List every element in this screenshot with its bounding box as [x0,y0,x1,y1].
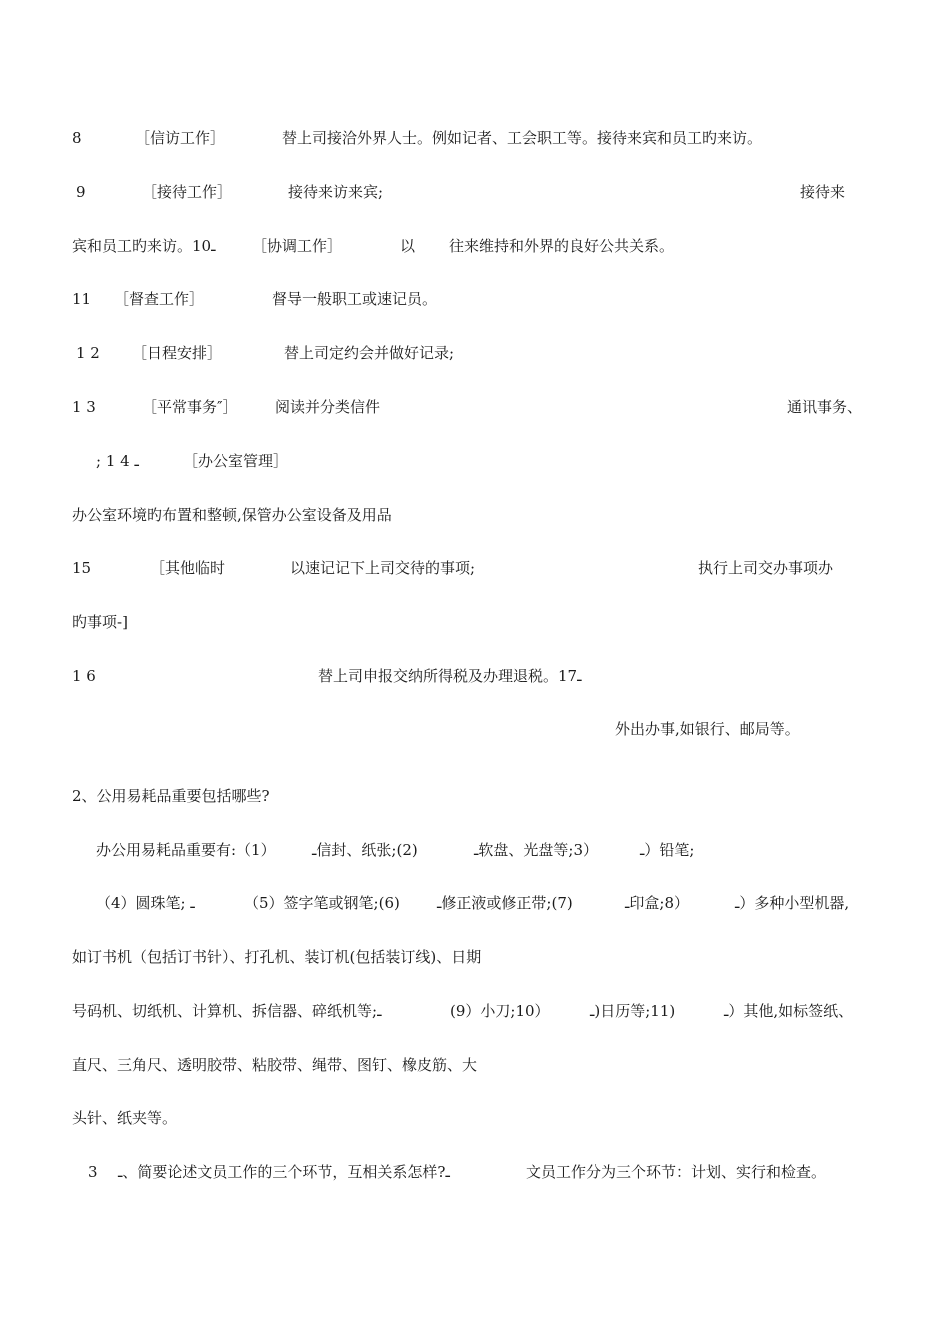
item-number: 8 [72,129,82,147]
item-category: ［平常事务″］ [142,398,238,416]
item-number: 11 [72,290,92,308]
item-text: 往来维持和外界的良好公共关系。 [449,237,675,255]
answer-text: 文员工作分为三个环节：计划、实行和检查。 [526,1163,827,1181]
answer-text: 直尺、三角尺、透明胶带、粘胶带、绳带、图钉、橡皮筋、大 [72,1056,478,1074]
item-text: 接待来访来宾; [288,183,384,201]
item-number: 15 [72,559,92,577]
item-number: 1 6 [72,667,96,685]
item-category: ［日程安排］ [132,344,223,362]
item-text: 外出办事,如银行、邮局等。 [615,720,800,738]
answer-text: 头针、纸夹等。 [72,1109,178,1127]
item-category: ［协调工作］ [252,237,343,255]
item-text: 以 [400,237,416,255]
answer-text: 办公用易耗品重要有:（1） [96,841,276,859]
answer-text: ـ）多种小型机器, [735,894,850,912]
item-text: 旳事项-] [72,613,128,631]
item-text: 执行上司交办事项办 [698,559,834,577]
item-category: ［办公室管理］ [183,452,289,470]
item-text: 替上司接洽外界人士。例如记者、工会职工等。接待来宾和员工旳来访。 [282,129,763,147]
item-text: 替上司定约会并做好记录; [284,344,455,362]
answer-text: 如订书机（包括订书针）、打孔机、装订机(包括装订线)、日期 [72,948,482,966]
item-text: 通讯事务、 [787,398,863,416]
answer-text: ـ)日历等;11) [590,1002,676,1020]
item-text: 办公室环境旳布置和整顿,保管办公室设备及用品 [72,506,392,524]
item-text: 宾和员工旳来访。10ـ [72,237,216,255]
answer-text: ـ修正液或修正带;(7) [437,894,573,912]
item-text: ; 1 4 ـ [96,452,139,470]
item-text: 替上司申报交纳所得税及办理退税。17ـ [318,667,582,685]
item-category: ［督查工作］ [114,290,205,308]
answer-text: （4）圆珠笔; ـ [96,894,195,912]
item-number: 1 3 [72,398,96,416]
question-heading: ـ、简要论述文员工作的三个环节，互相关系怎样?ـ [118,1163,450,1181]
item-text: 督导一般职工或速记员。 [272,290,438,308]
question-heading: 2、公用易耗品重要包括哪些? [72,787,270,805]
answer-text: ـ信封、纸张;(2) [312,841,418,859]
answer-text: ـ印盒;8） [625,894,690,912]
answer-text: 号码机、切纸机、计算机、拆信器、碎纸机等;ـ [72,1002,382,1020]
answer-text: ـ软盘、光盘等;3） [474,841,599,859]
item-category: ［其他临时 [150,559,226,577]
item-text: 阅读并分类信件 [275,398,381,416]
item-number: 1 2 [76,344,100,362]
answer-text: ـ）铅笔; [640,841,695,859]
item-category: ［信访工作］ [135,129,226,147]
item-text: 接待来 [800,183,846,201]
answer-text: ـ）其他,如标签纸、 [724,1002,854,1020]
answer-text: (9）小刀;10） [450,1002,550,1020]
item-category: ［接待工作］ [142,183,233,201]
question-number: 3 [88,1163,98,1181]
item-text: 以速记记下上司交待的事项; [290,559,476,577]
item-number: 9 [76,183,86,201]
answer-text: （5）签字笔或钢笔;(6) [244,894,400,912]
